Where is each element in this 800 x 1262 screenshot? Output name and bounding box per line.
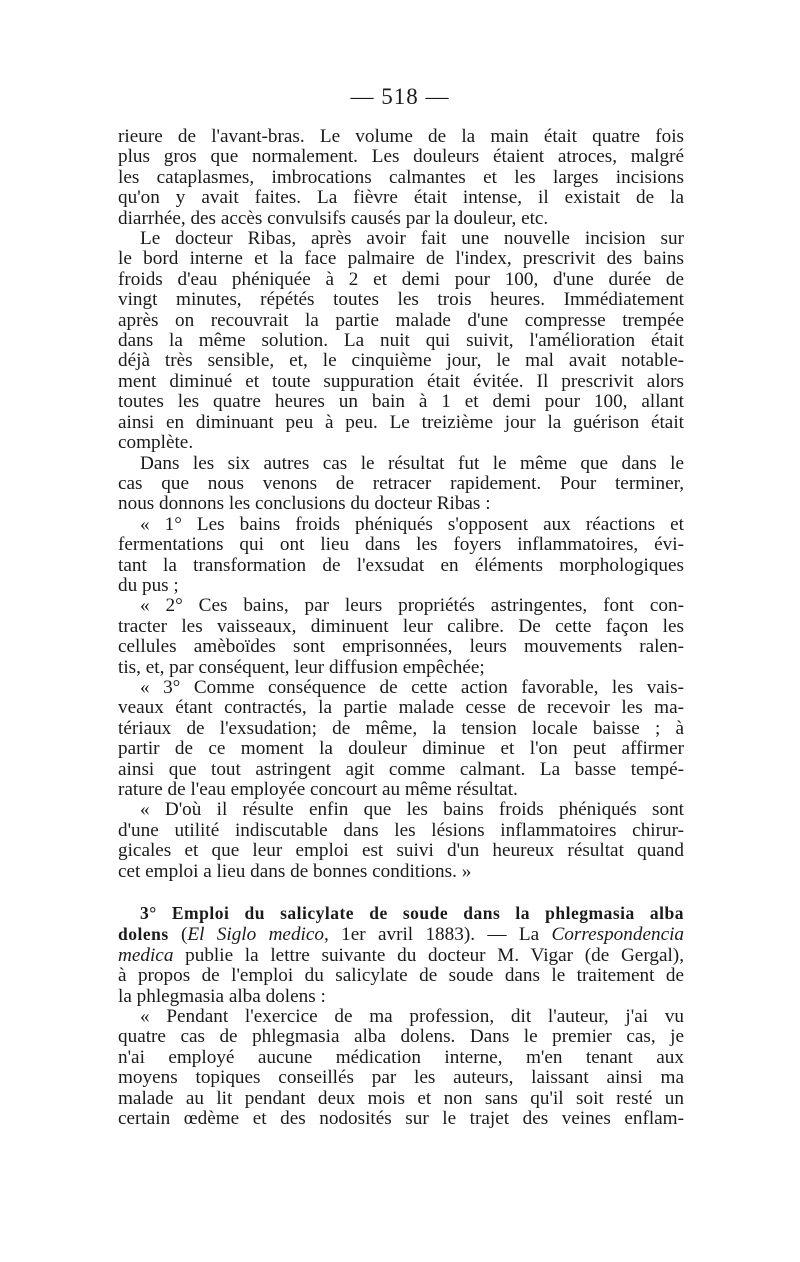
text-line: « 2° Ces bains, par leurs propriétés astringentes, font con- (140, 595, 684, 617)
text-line: dolens (El Siglo medico, 1er avril 1883). — La Correspondencia (118, 924, 685, 946)
journal-name-cont: medica (118, 944, 174, 966)
section-heading-end: dolens (118, 924, 169, 945)
text-line: « 3° Comme conséquence de cette action favorable, les vais- (140, 676, 684, 698)
section-gap (118, 882, 684, 903)
text-line: qu'on y avait faites. La fièvre était intense, il existait de la (118, 187, 684, 209)
text-line: d'une utilité indiscutable dans les lésions inflammatoires chirur- (118, 819, 684, 841)
text-line: après on recouvrait la partie malade d'une compresse trempée (118, 309, 684, 331)
text-line: n'ai employé aucune médication interne, m'en tenant aux (118, 1046, 684, 1068)
text-line: Dans les six autres cas le résultat fut le même que dans le (140, 452, 684, 474)
text-line: complète. (118, 432, 194, 454)
text-line: medica publie la lettre suivante du docteur M. Vigar (de Gergal), (118, 944, 684, 966)
text-line: du pus ; (118, 574, 179, 596)
text-line: toutes les quatre heures un bain à 1 et demi pour 100, allant (118, 391, 684, 413)
text-line: gicales et que leur emploi est suivi d'un heureux résultat quand (118, 840, 684, 862)
text-line: « D'où il résulte enfin que les bains froids phéniqués sont (140, 799, 684, 821)
text-line: tracter les vaisseaux, diminuent leur calibre. De cette façon les (118, 615, 684, 637)
text-line: tis, et, par conséquent, leur diffusion empêchée; (118, 656, 485, 678)
text-line: partir de ce moment la douleur diminue et l'on peut affirmer (118, 738, 684, 760)
text-line: le bord interne et la face palmaire de l'index, prescrivit des bains (118, 248, 684, 270)
text-line: certain œdème et des nodosités sur le trajet des veines enflam- (118, 1108, 684, 1130)
section-heading-line (118, 903, 684, 924)
text-line: cellules amèboïdes sont emprisonnées, leurs mouvements ralen- (118, 636, 684, 658)
body-text (118, 127, 684, 1130)
source-title: El Siglo medico (187, 924, 324, 946)
text-line: tériaux de l'exsudation; de même, la tension locale baisse ; à (118, 717, 684, 739)
text-line: diarrhée, des accès convulsifs causés par la douleur, etc. (118, 207, 549, 229)
text-line: la phlegmasia alba dolens : (118, 985, 326, 1007)
text-line: plus gros que normalement. Les douleurs étaient atroces, malgré (118, 146, 684, 168)
text-line: dans la même solution. La nuit qui suivit, l'amélioration était (118, 330, 684, 352)
text-line: ainsi que tout astringent agit comme calmant. La basse tempé- (118, 758, 684, 780)
text-line: nous donnons les conclusions du docteur Ribas : (118, 493, 491, 515)
text-line: « Pendant l'exercice de ma profession, dit l'auteur, j'ai vu (140, 1006, 684, 1028)
text-line: froids d'eau phéniquée à 2 et demi pour 100, d'une durée de (118, 268, 684, 290)
text-line: fermentations qui ont lieu dans les foyers inflammatoires, évi- (118, 534, 684, 556)
text-line: ainsi en diminuant peu à peu. Le treizième jour la guérison était (118, 411, 684, 433)
text-line: les cataplasmes, imbrocations calmantes et les larges incisions (118, 166, 684, 188)
text-line: à propos de l'emploi du salicylate de soude dans le traitement de (118, 965, 684, 987)
text-line: déjà très sensible, et, le cinquième jour, le mal avait notable- (118, 350, 684, 372)
text-line: quatre cas de phlegmasia alba dolens. Dans le premier cas, je (118, 1026, 684, 1048)
text-line: rature de l'eau employée concourt au même résultat. (118, 779, 518, 800)
text-line: vingt minutes, répétés toutes les trois heures. Immédiatement (118, 289, 684, 311)
text-line: tant la transformation de l'exsudat en éléments morphologiques (118, 554, 684, 576)
text-line: rieure de l'avant-bras. Le volume de la main était quatre fois (118, 126, 684, 147)
text-line: veaux étant contractés, la partie malade cesse de recevoir les ma- (118, 697, 684, 719)
text-line: Le docteur Ribas, après avoir fait une nouvelle incision sur (140, 228, 684, 250)
section-heading: 3° Emploi du salicylate de soude dans la phlegmasia alba (140, 903, 684, 924)
text-line: cet emploi a lieu dans de bonnes conditions. » (118, 860, 472, 882)
text-line: moyens topiques conseillés par les auteurs, laissant ainsi ma (118, 1067, 684, 1089)
text-line: malade au lit pendant deux mois et non sans qu'il soit resté un (118, 1087, 684, 1109)
text-line: ment diminué et toute suppuration était évitée. Il prescrivit alors (118, 370, 684, 392)
text-line: cas que nous venons de retracer rapidement. Pour terminer, (118, 472, 684, 494)
text-line: « 1° Les bains froids phéniqués s'opposent aux réactions et (140, 513, 684, 535)
journal-name: Correspondencia (551, 924, 685, 946)
page-number: — 518 — (350, 84, 450, 109)
